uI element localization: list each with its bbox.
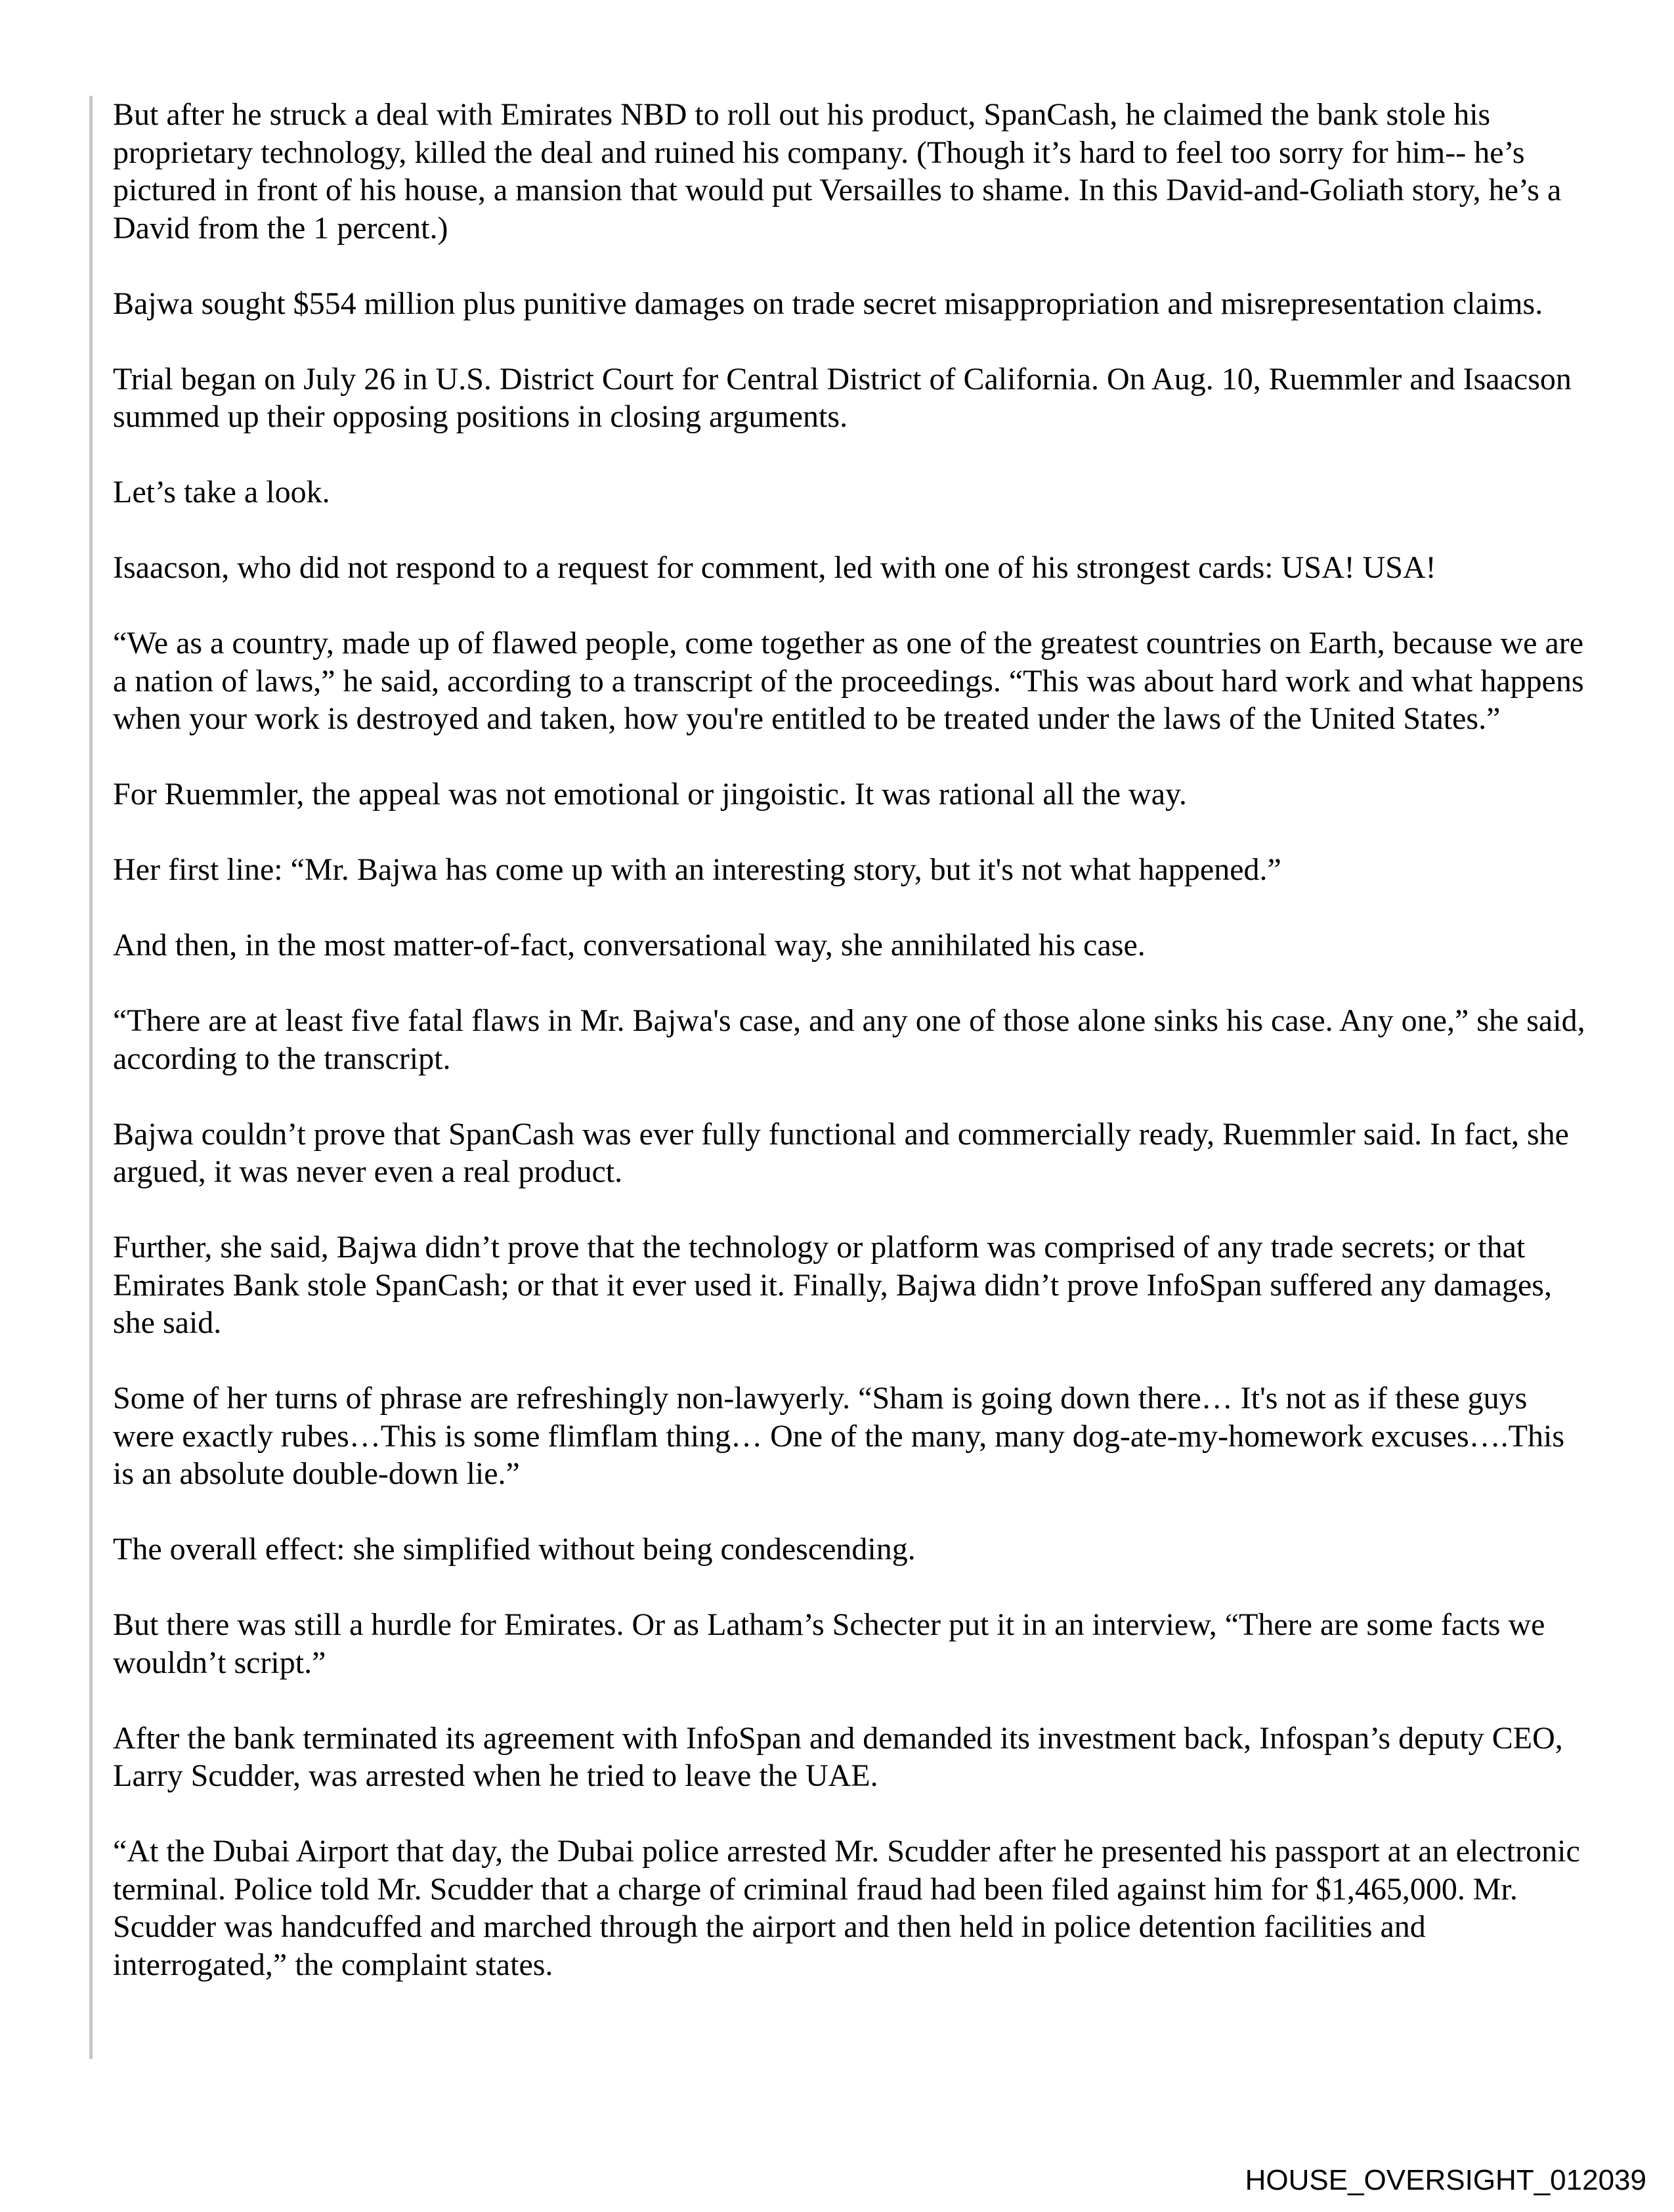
bates-number: HOUSE_OVERSIGHT_012039 bbox=[1245, 2164, 1646, 2196]
paragraph: Some of her turns of phrase are refreshingly non-lawyerly. “Sham is going down there… It's not as if these guys were exactly rubes…This is some flimflam thing… One of the many, many dog-ate-my-homework excuses….This is an absolute double-down lie.” bbox=[113, 1381, 1564, 1491]
paragraph: Her first line: “Mr. Bajwa has come up with an interesting story, but it's not what happened.” bbox=[113, 852, 1281, 887]
paragraph: Bajwa couldn’t prove that SpanCash was ever fully functional and commercially ready, Ruemmler said. In fact, she argued, it was never even a real product. bbox=[113, 1116, 1569, 1189]
paragraph: But there was still a hurdle for Emirates. Or as Latham’s Schecter put it in an interview, “There are some facts we wouldn’t script.” bbox=[113, 1607, 1545, 1680]
paragraph: But after he struck a deal with Emirates NBD to roll out his product, SpanCash, he claimed the bank stole his proprietary technology, killed the deal and ruined his company. (Though it’s hard to feel too sorry for him-- he’s pictured in front of his house, a mansion that would put Versailles to shame. In this David-and-Goliath story, he’s a David from the 1 percent.) bbox=[113, 97, 1562, 246]
paragraph: And then, in the most matter-of-fact, conversational way, she annihilated his case. bbox=[113, 928, 1146, 963]
paragraph: Let’s take a look. bbox=[113, 475, 330, 510]
paragraph: Bajwa sought $554 million plus punitive damages on trade secret misappropriation and misrepresentation claims. bbox=[113, 286, 1543, 321]
paragraph: “There are at least five fatal flaws in Mr. Bajwa's case, and any one of those alone sinks his case. Any one,” she said, according to the transcript. bbox=[113, 1003, 1585, 1076]
blockquote-border bbox=[89, 96, 93, 2059]
paragraph: Further, she said, Bajwa didn’t prove that the technology or platform was comprised of any trade secrets; or that Emirates Bank stole SpanCash; or that it ever used it. Finally, Bajwa didn’t prove InfoSpan suffered any damages, she said. bbox=[113, 1230, 1552, 1340]
paragraph: Trial began on July 26 in U.S. District Court for Central District of California. On Aug. 10, Ruemmler and Isaacson summed up their opposing positions in closing arguments. bbox=[113, 361, 1572, 434]
paragraph: “At the Dubai Airport that day, the Dubai police arrested Mr. Scudder after he presented his passport at an electronic terminal. Police told Mr. Scudder that a charge of criminal fraud had been filed against him for $1,465,000. Mr. Scudder was handcuffed and marched through the airport and then held in police detention facilities and interrogated,” the complaint states. bbox=[113, 1834, 1580, 1982]
paragraph: “We as a country, made up of flawed people, come together as one of the greatest countries on Earth, because we are a nation of laws,” he said, according to a transcript of the proceedings. “This was about hard work and what happens when your work is destroyed and taken, how you're entitled to be treated under the laws of the United States.” bbox=[113, 626, 1584, 736]
paragraph: The overall effect: she simplified without being condescending. bbox=[113, 1532, 916, 1567]
article-body bbox=[113, 96, 1591, 2022]
paragraph: For Ruemmler, the appeal was not emotional or jingoistic. It was rational all the way. bbox=[113, 777, 1187, 812]
paragraph: Isaacson, who did not respond to a request for comment, led with one of his strongest cards: USA! USA! bbox=[113, 550, 1436, 585]
paragraph: After the bank terminated its agreement with InfoSpan and demanded its investment back, Infospan’s deputy CEO, Larry Scudder, was arrested when he tried to leave the UAE. bbox=[113, 1720, 1563, 1793]
